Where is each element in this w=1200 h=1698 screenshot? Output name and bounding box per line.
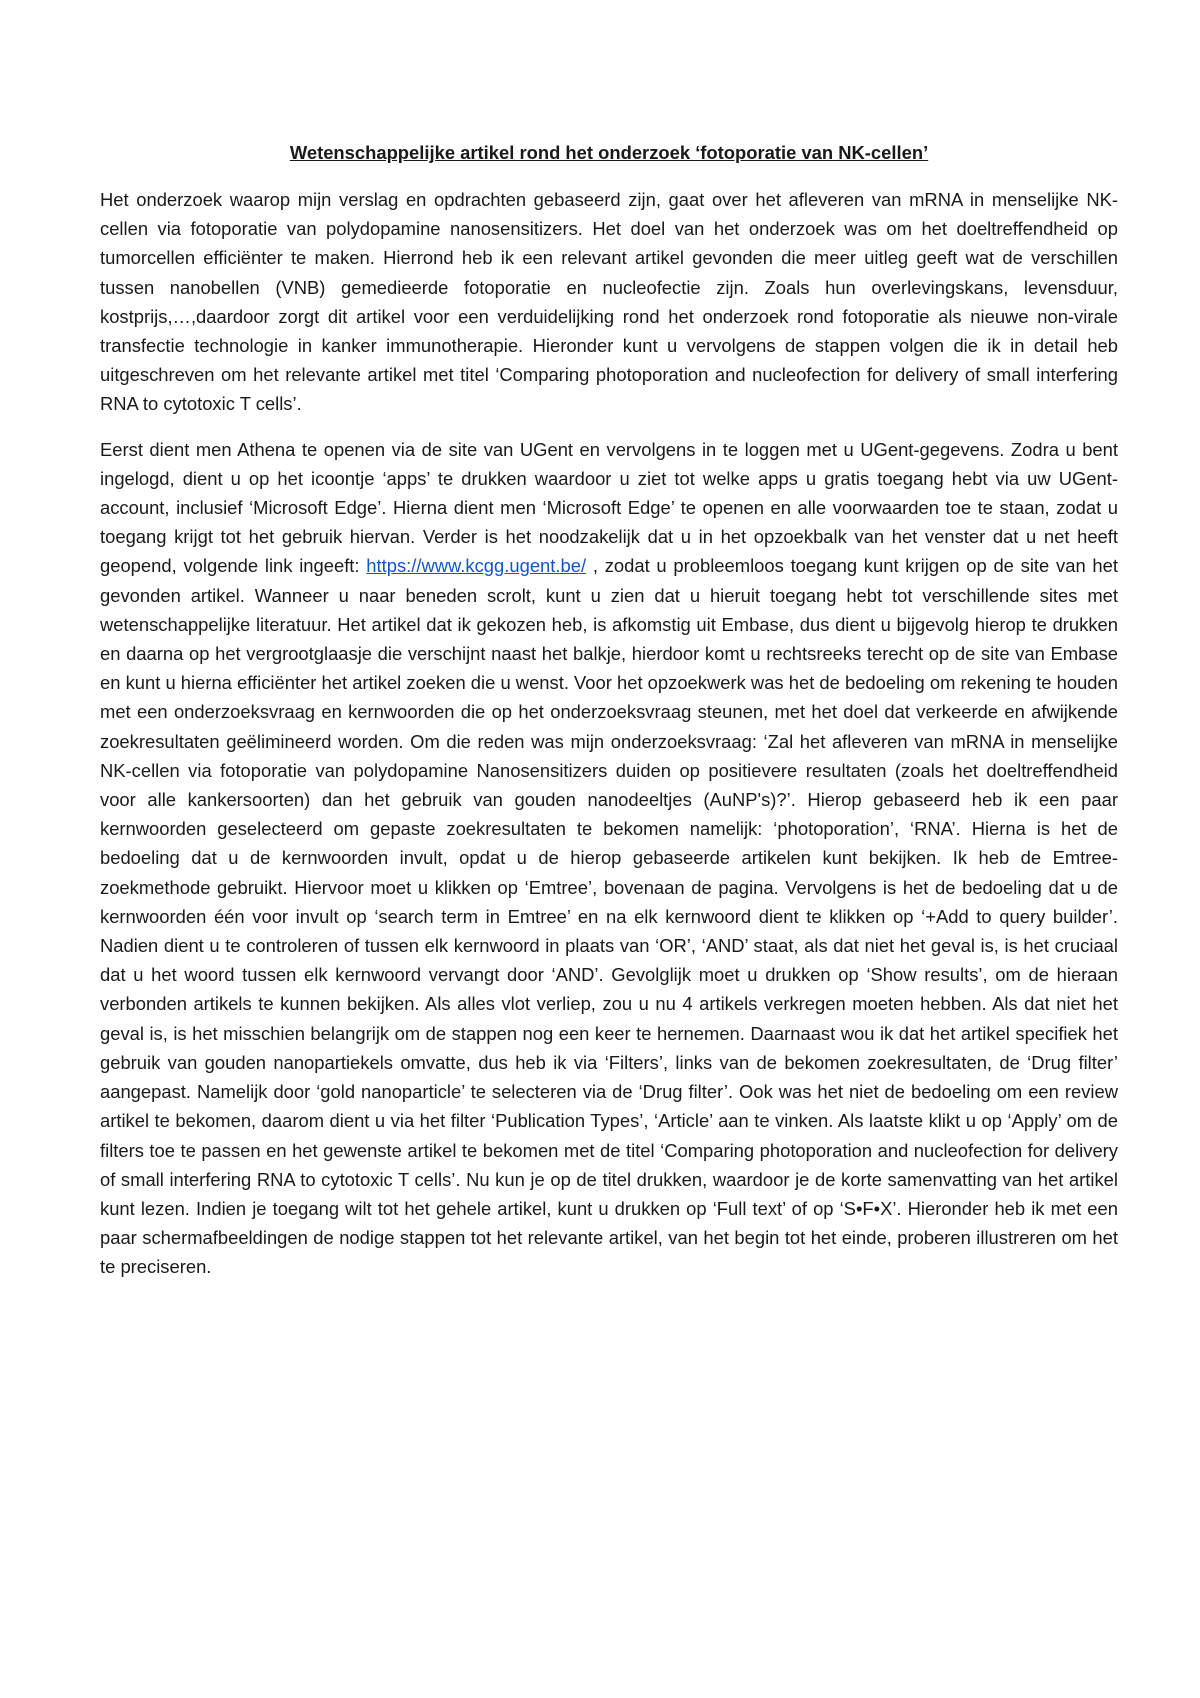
document-page (100, 138, 1118, 1298)
document-title: Wetenschappelijke artikel rond het onderzoek ‘fotoporatie van NK-cellen’ (289, 142, 929, 163)
kcgg-link[interactable]: https://www.kcgg.ugent.be/ (366, 555, 587, 577)
paragraph-instructions (100, 435, 1118, 1282)
paragraph-introduction: Het onderzoek waarop mijn verslag en opdrachten gebaseerd zijn, gaat over het afleveren van mRNA in menselijke NK-cellen via fotoporatie van polydopamine nanosensitizers. Het doel van het onderzoek was om het doeltreffendheid op tumorcellen efficiënter te maken. Hierrond heb ik een relevant artikel gevonden die meer uitleg geeft wat de verschillen tussen nanobellen (VNB) gemedieerde fotoporatie en nucleofectie zijn. Zoals hun overlevingskans, levensduur, kostprijs,…,daardoor zorgt dit artikel voor een verduidelijking rond het onderzoek rond fotoporatie als nieuwe non-virale transfectie technologie in kanker immunotherapie. Hieronder kunt u vervolgens de stappen volgen die ik in detail heb uitgeschreven om het relevante artikel met titel ‘Comparing photoporation and nucleofection for delivery of small interfering RNA to cytotoxic T cells’. (100, 189, 1118, 415)
paragraph-instructions-part1: Eerst dient men Athena te openen via de site van UGent en vervolgens in te loggen met u UGent-gegevens. Zodra u bent ingelogd, dient u op het icoontje ‘apps’ te drukken waardoor u ziet tot welke apps u gratis toegang hebt via uw UGent-account, inclusief ‘Microsoft Edge’. Hierna dient men ‘Microsoft Edge’ te openen en alle voorwaarden toe te staan, zodat u toegang krijgt tot het gebruik hiervan. Verder is het noodzakelijk dat u in het opzoekbalk van het venster dat u net heeft geopend, volgende link ingeeft: (100, 438, 1118, 577)
paragraph-instructions-part2: , zodat u probleemloos toegang kunt krijgen op de site van het gevonden artikel. Wanneer u naar beneden scrolt, kunt u zien dat u hieruit toegang hebt tot verschillende sites met wetenschappelijke literatuur. Het artikel dat ik gekozen heb, is afkomstig uit Embase, dus dient u bijgevolg hierop te drukken en daarna op het vergrootglaasje die verschijnt naast het balkje, hierdoor komt u rechtsreeks terecht op de site van Embase en kunt u hierna efficiënter het artikel zoeken die u wenst. Voor het opzoekwerk was het de bedoeling om rekening te houden met een onderzoeksvraag en kernwoorden die op het onderzoeksvraag steunen, met het doel dat verkeerde en afwijkende zoekresultaten geëlimineerd worden. Om die reden was mijn onderzoeksvraag: ‘Zal het afleveren van mRNA in menselijke NK-cellen via fotoporatie van polydopamine Nanosensitizers duiden op positievere resultaten (zoals het doeltreffendheid voor alle kankersoorten) dan het gebruik van gouden nanodeeltjes (AuNP's)?’. Hierop gebaseerd heb ik een paar kernwoorden geselecteerd om gepaste zoekresultaten te bekomen namelijk: ‘photoporation’, ‘RNA’. Hierna is het de bedoeling dat u de kernwoorden invult, opdat u de hierop gebaseerde artikelen kunt bekijken. Ik heb de Emtree-zoekmethode gebruikt. Hiervoor moet u klikken op ‘Emtree’, bovenaan de pagina. Vervolgens is het de bedoeling dat u de kernwoorden één voor invult op ‘search term in Emtree’ en na elk kernwoord dient te klikken op ‘+Add to query builder’. Nadien dient u te controleren of tussen elk kernwoord in plaats van ‘OR’, ‘AND’ staat, als dat niet het geval is, is het cruciaal dat u het woord tussen elk kernwoord vervangt door ‘AND’. Gevolglijk moet u drukken op ‘Show results’, om de hieraan verbonden artikels te kunnen bekijken. Als alles vlot verliep, zou u nu 4 artikels verkregen moeten hebben. Als dat niet het geval is, is het misschien belangrijk om de stappen nog een keer te hernemen. Daarnaast wou ik dat het artikel specifiek het gebruik van gouden nanopartiekels omvatte, dus heb ik via ‘Filters’, links van de bekomen zoekresultaten, de ‘Drug filter’ aangepast. Namelijk door ‘gold nanoparticle’ te selecteren via de ‘Drug filter’. Ook was het niet de bedoeling om een review artikel te bekomen, daarom dient u via het filter ‘Publication Types’, ‘Article’ aan te vinken. Als laatste klikt u op ‘Apply’ om de filters toe te passen en het gewenste artikel te bekomen met de titel ‘Comparing photoporation and nucleofection for delivery of small interfering RNA to cytotoxic T cells’. Nu kun je op de titel drukken, waardoor je de korte samenvatting van het artikel kunt lezen. Indien je toegang wilt tot het gehele artikel, kunt u drukken op ‘Full text’ of op ‘S•F•X’. Hieronder heb ik met een paar schermafbeeldingen de nodige stappen tot het relevante artikel, van het begin tot het einde, proberen illustreren om het te preciseren. (100, 555, 1118, 1278)
